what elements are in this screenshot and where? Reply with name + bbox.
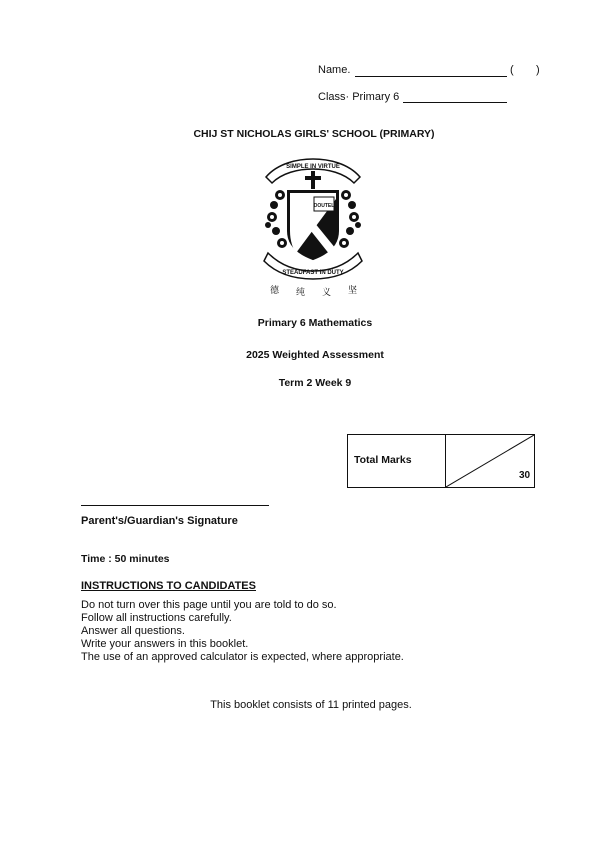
crest-char-3: 义	[322, 288, 332, 298]
class-field[interactable]	[403, 91, 507, 103]
name-field[interactable]	[355, 65, 507, 77]
crest-text: DOUTEL	[313, 203, 335, 209]
exam-term: Term 2 Week 9	[278, 377, 352, 389]
school-crest-logo	[258, 153, 368, 298]
class-index-bracket-close: )	[536, 64, 540, 76]
crest-top-motto: SIMPLE IN VIRTUE	[286, 164, 340, 170]
crest-char-4: 坚	[348, 286, 358, 296]
instruction-item: Write your answers in this booklet.	[81, 638, 249, 650]
instructions-heading: INSTRUCTIONS TO CANDIDATES	[81, 580, 256, 592]
instruction-item: Do not turn over this page until you are told to do so.	[81, 599, 337, 611]
signature-label: Parent's/Guardian's Signature	[81, 515, 238, 527]
exam-assessment: 2025 Weighted Assessment	[246, 349, 384, 361]
total-marks-label: Total Marks	[354, 454, 412, 466]
total-marks-box	[347, 434, 535, 488]
instruction-item: Follow all instructions carefully.	[81, 612, 232, 624]
class-label: Class· Primary 6	[318, 91, 400, 103]
school-name: CHIJ ST NICHOLAS GIRLS' SCHOOL (PRIMARY)	[193, 128, 435, 140]
instruction-item: The use of an approved calculator is expected, where appropriate.	[81, 651, 404, 663]
signature-line[interactable]	[81, 505, 269, 506]
class-index-bracket-open: (	[510, 64, 514, 76]
crest-bottom-motto: STEADFAST IN DUTY	[282, 270, 344, 276]
exam-duration: Time : 50 minutes	[81, 553, 170, 565]
name-label: Name.	[318, 64, 351, 76]
crest-char-2: 纯	[296, 288, 306, 298]
instruction-item: Answer all questions.	[81, 625, 185, 637]
exam-subject: Primary 6 Mathematics	[257, 317, 373, 329]
crest-char-1: 德	[270, 286, 280, 296]
instructions-list	[81, 599, 404, 664]
total-marks-max: 30	[519, 470, 531, 481]
page-count-note: This booklet consists of 11 printed pages.	[210, 699, 412, 711]
